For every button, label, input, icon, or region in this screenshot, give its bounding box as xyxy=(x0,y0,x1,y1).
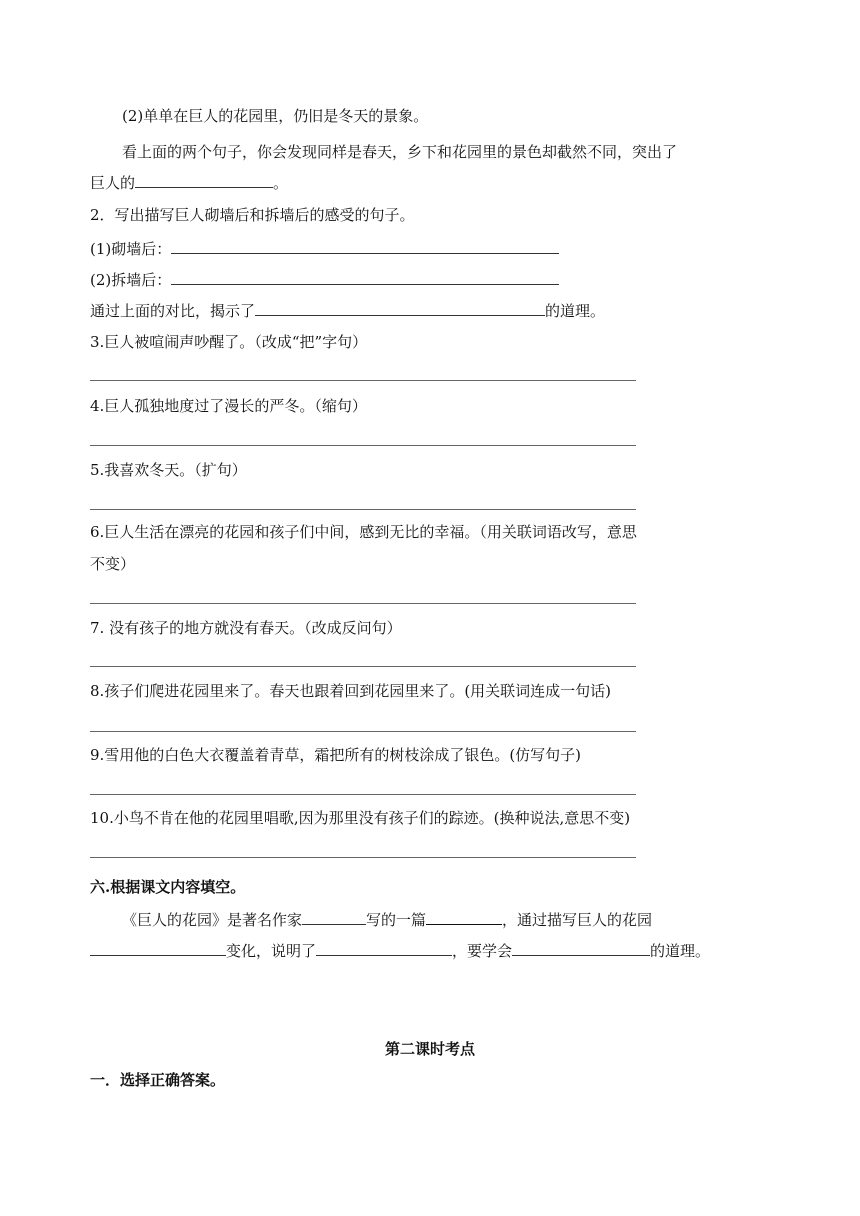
blank-learn-to[interactable] xyxy=(512,940,650,956)
answer-line-6[interactable] xyxy=(90,603,636,604)
fill-prefix: 巨人的 xyxy=(90,174,136,192)
conclusion-prefix: 通过上面的对比，揭示了 xyxy=(90,302,256,320)
question-7: 7. 没有孩子的地方就没有春天。（改成反问句） xyxy=(90,619,402,637)
fill-text: ，要学会 xyxy=(452,942,513,960)
question-2-part-1 xyxy=(90,238,559,259)
blank-giant[interactable] xyxy=(135,172,273,188)
conclusion-suffix: 的道理。 xyxy=(545,302,606,320)
section-6-heading: 六.根据课文内容填空。 xyxy=(90,878,246,896)
label-after-building-wall: (1)砌墙后： xyxy=(90,240,172,258)
answer-line-3[interactable] xyxy=(90,380,636,381)
fill-text: 变化，说明了 xyxy=(226,942,317,960)
section-1-heading: 一．选择正确答案。 xyxy=(90,1071,226,1089)
answer-line-10[interactable] xyxy=(90,857,636,858)
fill-text: 《巨人的花园》是著名作家 xyxy=(122,911,303,929)
fill-line-giant xyxy=(90,172,288,193)
question-2-part-2 xyxy=(90,269,559,290)
question-8: 8.孩子们爬进花园里来了。春天也跟着回到花园里来了。(用关联词连成一句话) xyxy=(90,682,612,700)
blank-after-building-wall[interactable] xyxy=(171,238,559,254)
question-3: 3.巨人被喧闹声吵醒了。（改成“把”字句） xyxy=(90,333,368,351)
lesson-2-title: 第二课时考点 xyxy=(384,1040,475,1058)
blank-genre[interactable] xyxy=(426,909,502,925)
question-5: 5.我喜欢冬天。（扩句） xyxy=(90,461,247,479)
section-6-line-1 xyxy=(122,909,652,930)
sentence-2: (2)单单在巨人的花园里，仍旧是冬天的景象。 xyxy=(122,107,429,125)
question-6: 6.巨人生活在漂亮的花园和孩子们中间，感到无比的幸福。（用关联词语改写，意思 xyxy=(90,523,637,541)
fill-suffix: 。 xyxy=(273,174,289,192)
question-2-conclusion xyxy=(90,300,605,321)
question-10: 10.小鸟不肯在他的花园里唱歌,因为那里没有孩子们的踪迹。(换种说法,意思不变) xyxy=(90,809,631,827)
blank-garden-change[interactable] xyxy=(90,940,226,956)
blank-author[interactable] xyxy=(302,909,366,925)
label-after-removing-wall: (2)拆墙后： xyxy=(90,271,172,289)
question-9: 9.雪用他的白色大衣覆盖着青草，霜把所有的树枝涂成了银色。(仿写句子) xyxy=(90,746,582,764)
fill-text: 写的一篇 xyxy=(366,911,427,929)
prompt-line: 看上面的两个句子，你会发现同样是春天，乡下和花园里的景色却截然不同，突出了 xyxy=(122,143,678,161)
blank-after-removing-wall[interactable] xyxy=(171,269,559,285)
section-6-line-2 xyxy=(90,940,710,961)
answer-line-7[interactable] xyxy=(90,666,636,667)
answer-line-5[interactable] xyxy=(90,509,636,510)
question-4: 4.巨人孤独地度过了漫长的严冬。（缩句） xyxy=(90,397,367,415)
fill-text: 的道理。 xyxy=(650,942,711,960)
answer-line-4[interactable] xyxy=(90,445,636,446)
question-2: 2．写出描写巨人砌墙后和拆墙后的感受的句子。 xyxy=(90,206,415,224)
fill-text: ，通过描写巨人的花园 xyxy=(502,911,653,929)
answer-line-8[interactable] xyxy=(90,731,636,732)
blank-explains[interactable] xyxy=(316,940,452,956)
question-6-continued: 不变） xyxy=(90,555,136,573)
answer-line-9[interactable] xyxy=(90,794,636,795)
blank-conclusion[interactable] xyxy=(255,300,545,316)
